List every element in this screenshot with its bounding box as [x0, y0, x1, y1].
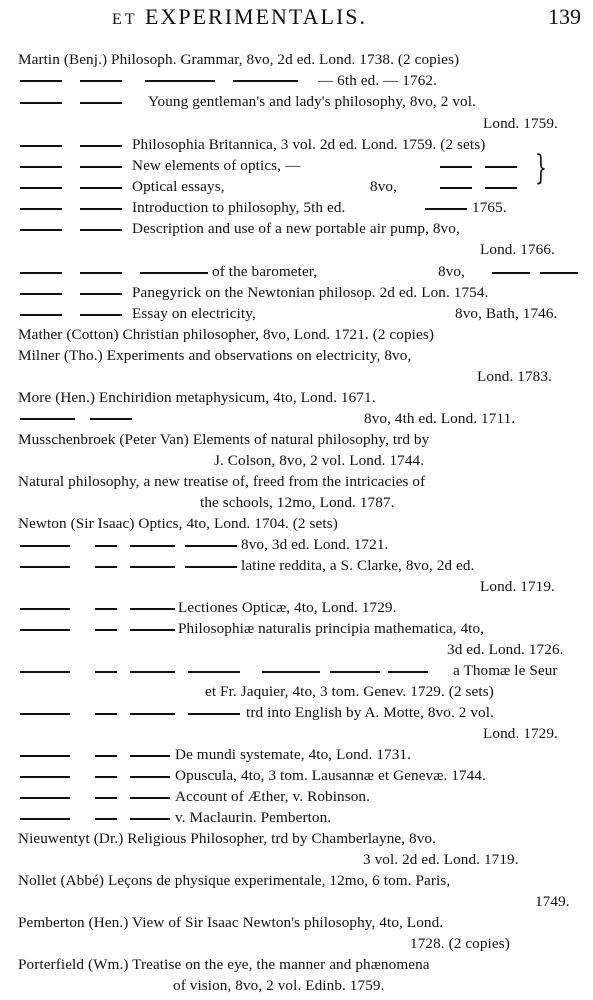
- catalogue-line: De mundi systemate, 4to, Lond. 1731.: [175, 746, 412, 763]
- catalogue-line: et Fr. Jaquier, 4to, 3 tom. Genev. 1729. (2 sets): [205, 683, 494, 700]
- ditto-dash: [130, 545, 175, 547]
- ditto-dash: [188, 671, 240, 673]
- catalogue-line: Nieuwentyt (Dr.) Religious Philosopher, trd by Chamberlayne, 8vo.: [18, 830, 436, 847]
- catalogue-line: 8vo,: [438, 263, 465, 280]
- catalogue-line: 1749.: [535, 893, 570, 910]
- catalogue-line: Lond. 1783.: [477, 368, 552, 385]
- running-title-prefix: ET: [112, 11, 138, 28]
- ditto-dash: [492, 272, 530, 274]
- catalogue-line: Newton (Sir Isaac) Optics, 4to, Lond. 1704. (2 sets): [18, 515, 338, 532]
- catalogue-line: 3d ed. Lond. 1726.: [447, 641, 564, 658]
- catalogue-line: a Thomæ le Seur: [453, 662, 558, 679]
- catalogue-line: Opuscula, 4to, 3 tom. Lausannæ et Genevæ. 1744.: [175, 767, 486, 784]
- ditto-dash: [20, 166, 62, 168]
- catalogue-line: Young gentleman's and lady's philosophy, 8vo, 2 vol.: [148, 93, 476, 110]
- catalogue-line: — 6th ed. — 1762.: [318, 72, 437, 89]
- running-header: [0, 4, 593, 34]
- ditto-dash: [140, 272, 208, 274]
- catalogue-line: trd into English by A. Motte, 8vo. 2 vol.: [246, 704, 494, 721]
- ditto-dash: [20, 418, 75, 420]
- ditto-dash: [130, 713, 175, 715]
- catalogue-line: 8vo, 3d ed. Lond. 1721.: [241, 536, 389, 553]
- ditto-dash: [20, 229, 62, 231]
- ditto-dash: [80, 208, 122, 210]
- catalogue-line: of vision, 8vo, 2 vol. Edinb. 1759.: [173, 977, 385, 994]
- catalogue-line: Philosophiæ naturalis principia mathematica, 4to,: [178, 620, 485, 637]
- ditto-dash: [130, 776, 170, 778]
- ditto-dash: [80, 145, 122, 147]
- grouping-brace: }: [535, 148, 547, 188]
- ditto-dash: [20, 818, 70, 820]
- ditto-dash: [20, 208, 62, 210]
- ditto-dash: [90, 418, 132, 420]
- catalogue-line: v. Maclaurin. Pemberton.: [175, 809, 332, 826]
- catalogue-line: Lectiones Opticæ, 4to, Lond. 1729.: [178, 599, 397, 616]
- catalogue-line: Natural philosophy, a new treatise of, freed from the intricacies of: [18, 473, 426, 490]
- ditto-dash: [130, 671, 175, 673]
- catalogue-line: 8vo,: [370, 178, 397, 195]
- running-title: [112, 4, 367, 30]
- ditto-dash: [440, 166, 472, 168]
- page-number: 139: [548, 4, 581, 29]
- catalogue-line: Musschenbroek (Peter Van) Elements of natural philosophy, trd by: [18, 431, 430, 448]
- catalogue-line: Lond. 1766.: [480, 241, 555, 258]
- catalogue-line: Nollet (Abbé) Leçons de physique experimentale, 12mo, 6 tom. Paris,: [18, 872, 451, 889]
- catalogue-line: Essay on electricity,: [132, 305, 256, 322]
- ditto-dash: [330, 671, 380, 673]
- ditto-dash: [20, 293, 62, 295]
- catalogue-line: Milner (Tho.) Experiments and observations on electricity, 8vo,: [18, 347, 412, 364]
- ditto-dash: [95, 608, 117, 610]
- catalogue-line: Panegyrick on the Newtonian philosop. 2d ed. Lon. 1754.: [132, 284, 489, 301]
- ditto-dash: [20, 545, 70, 547]
- ditto-dash: [95, 713, 117, 715]
- ditto-dash: [440, 187, 472, 189]
- ditto-dash: [188, 713, 240, 715]
- catalogue-line: 1765.: [472, 199, 507, 216]
- ditto-dash: [20, 755, 70, 757]
- ditto-dash: [262, 671, 320, 673]
- ditto-dash: [130, 755, 170, 757]
- catalogue-line: Martin (Benj.) Philosoph. Grammar, 8vo, 2d ed. Lond. 1738. (2 copies): [18, 51, 460, 68]
- ditto-dash: [233, 80, 298, 82]
- ditto-dash: [20, 776, 70, 778]
- ditto-dash: [20, 102, 62, 104]
- catalogue-line: Account of Æther, v. Robinson.: [175, 788, 371, 805]
- catalogue-line: of the barometer,: [212, 263, 318, 280]
- ditto-dash: [20, 797, 70, 799]
- ditto-dash: [20, 272, 62, 274]
- catalogue-line: Porterfield (Wm.) Treatise on the eye, the manner and phænomena: [18, 956, 430, 973]
- ditto-dash: [425, 208, 467, 210]
- ditto-dash: [95, 755, 117, 757]
- ditto-dash: [80, 80, 122, 82]
- catalogue-line: More (Hen.) Enchiridion metaphysicum, 4to, Lond. 1671.: [18, 389, 376, 406]
- ditto-dash: [95, 629, 117, 631]
- catalogue-line: 8vo, Bath, 1746.: [455, 305, 558, 322]
- ditto-dash: [20, 187, 62, 189]
- ditto-dash: [130, 566, 175, 568]
- catalogue-line: 1728. (2 copies): [410, 935, 510, 952]
- catalogue-line: Lond. 1729.: [483, 725, 558, 742]
- ditto-dash: [185, 545, 237, 547]
- ditto-dash: [80, 293, 122, 295]
- ditto-dash: [20, 608, 70, 610]
- ditto-dash: [185, 566, 237, 568]
- ditto-dash: [485, 187, 517, 189]
- ditto-dash: [20, 566, 70, 568]
- running-title-main: EXPERIMENTALIS.: [145, 4, 367, 29]
- catalogue-line: Introduction to philosophy, 5th ed.: [132, 199, 346, 216]
- ditto-dash: [95, 797, 117, 799]
- ditto-dash: [130, 818, 170, 820]
- ditto-dash: [20, 671, 70, 673]
- ditto-dash: [80, 229, 122, 231]
- ditto-dash: [130, 797, 170, 799]
- catalogue-line: latine reddita, a S. Clarke, 8vo, 2d ed.: [241, 557, 475, 574]
- ditto-dash: [20, 145, 62, 147]
- catalogue-line: Pemberton (Hen.) View of Sir Isaac Newton's philosophy, 4to, Lond.: [18, 914, 444, 931]
- ditto-dash: [20, 314, 62, 316]
- catalogue-line: Philosophia Britannica, 3 vol. 2d ed. Lond. 1759. (2 sets): [132, 136, 486, 153]
- ditto-dash: [95, 566, 117, 568]
- catalogue-line: Lond. 1719.: [480, 578, 555, 595]
- catalogue-line: Mather (Cotton) Christian philosopher, 8vo, Lond. 1721. (2 copies): [18, 326, 434, 343]
- catalogue-line: 8vo, 4th ed. Lond. 1711.: [364, 410, 516, 427]
- ditto-dash: [80, 102, 122, 104]
- ditto-dash: [80, 166, 122, 168]
- ditto-dash: [95, 818, 117, 820]
- catalogue-line: Lond. 1759.: [483, 115, 558, 132]
- catalogue-line: J. Colson, 8vo, 2 vol. Lond. 1744.: [214, 452, 425, 469]
- ditto-dash: [485, 166, 517, 168]
- ditto-dash: [80, 272, 122, 274]
- ditto-dash: [80, 314, 122, 316]
- ditto-dash: [80, 187, 122, 189]
- ditto-dash: [145, 80, 215, 82]
- ditto-dash: [130, 608, 175, 610]
- catalogue-line: Optical essays,: [132, 178, 225, 195]
- ditto-dash: [130, 629, 175, 631]
- ditto-dash: [95, 776, 117, 778]
- catalogue-line: New elements of optics, —: [132, 157, 301, 174]
- ditto-dash: [20, 80, 62, 82]
- ditto-dash: [95, 671, 117, 673]
- ditto-dash: [388, 671, 428, 673]
- catalogue-line: 3 vol. 2d ed. Lond. 1719.: [363, 851, 519, 868]
- ditto-dash: [20, 713, 70, 715]
- catalogue-line: the schools, 12mo, Lond. 1787.: [200, 494, 395, 511]
- catalogue-line: Description and use of a new portable air pump, 8vo,: [132, 220, 460, 237]
- ditto-dash: [95, 545, 117, 547]
- ditto-dash: [20, 629, 70, 631]
- ditto-dash: [540, 272, 578, 274]
